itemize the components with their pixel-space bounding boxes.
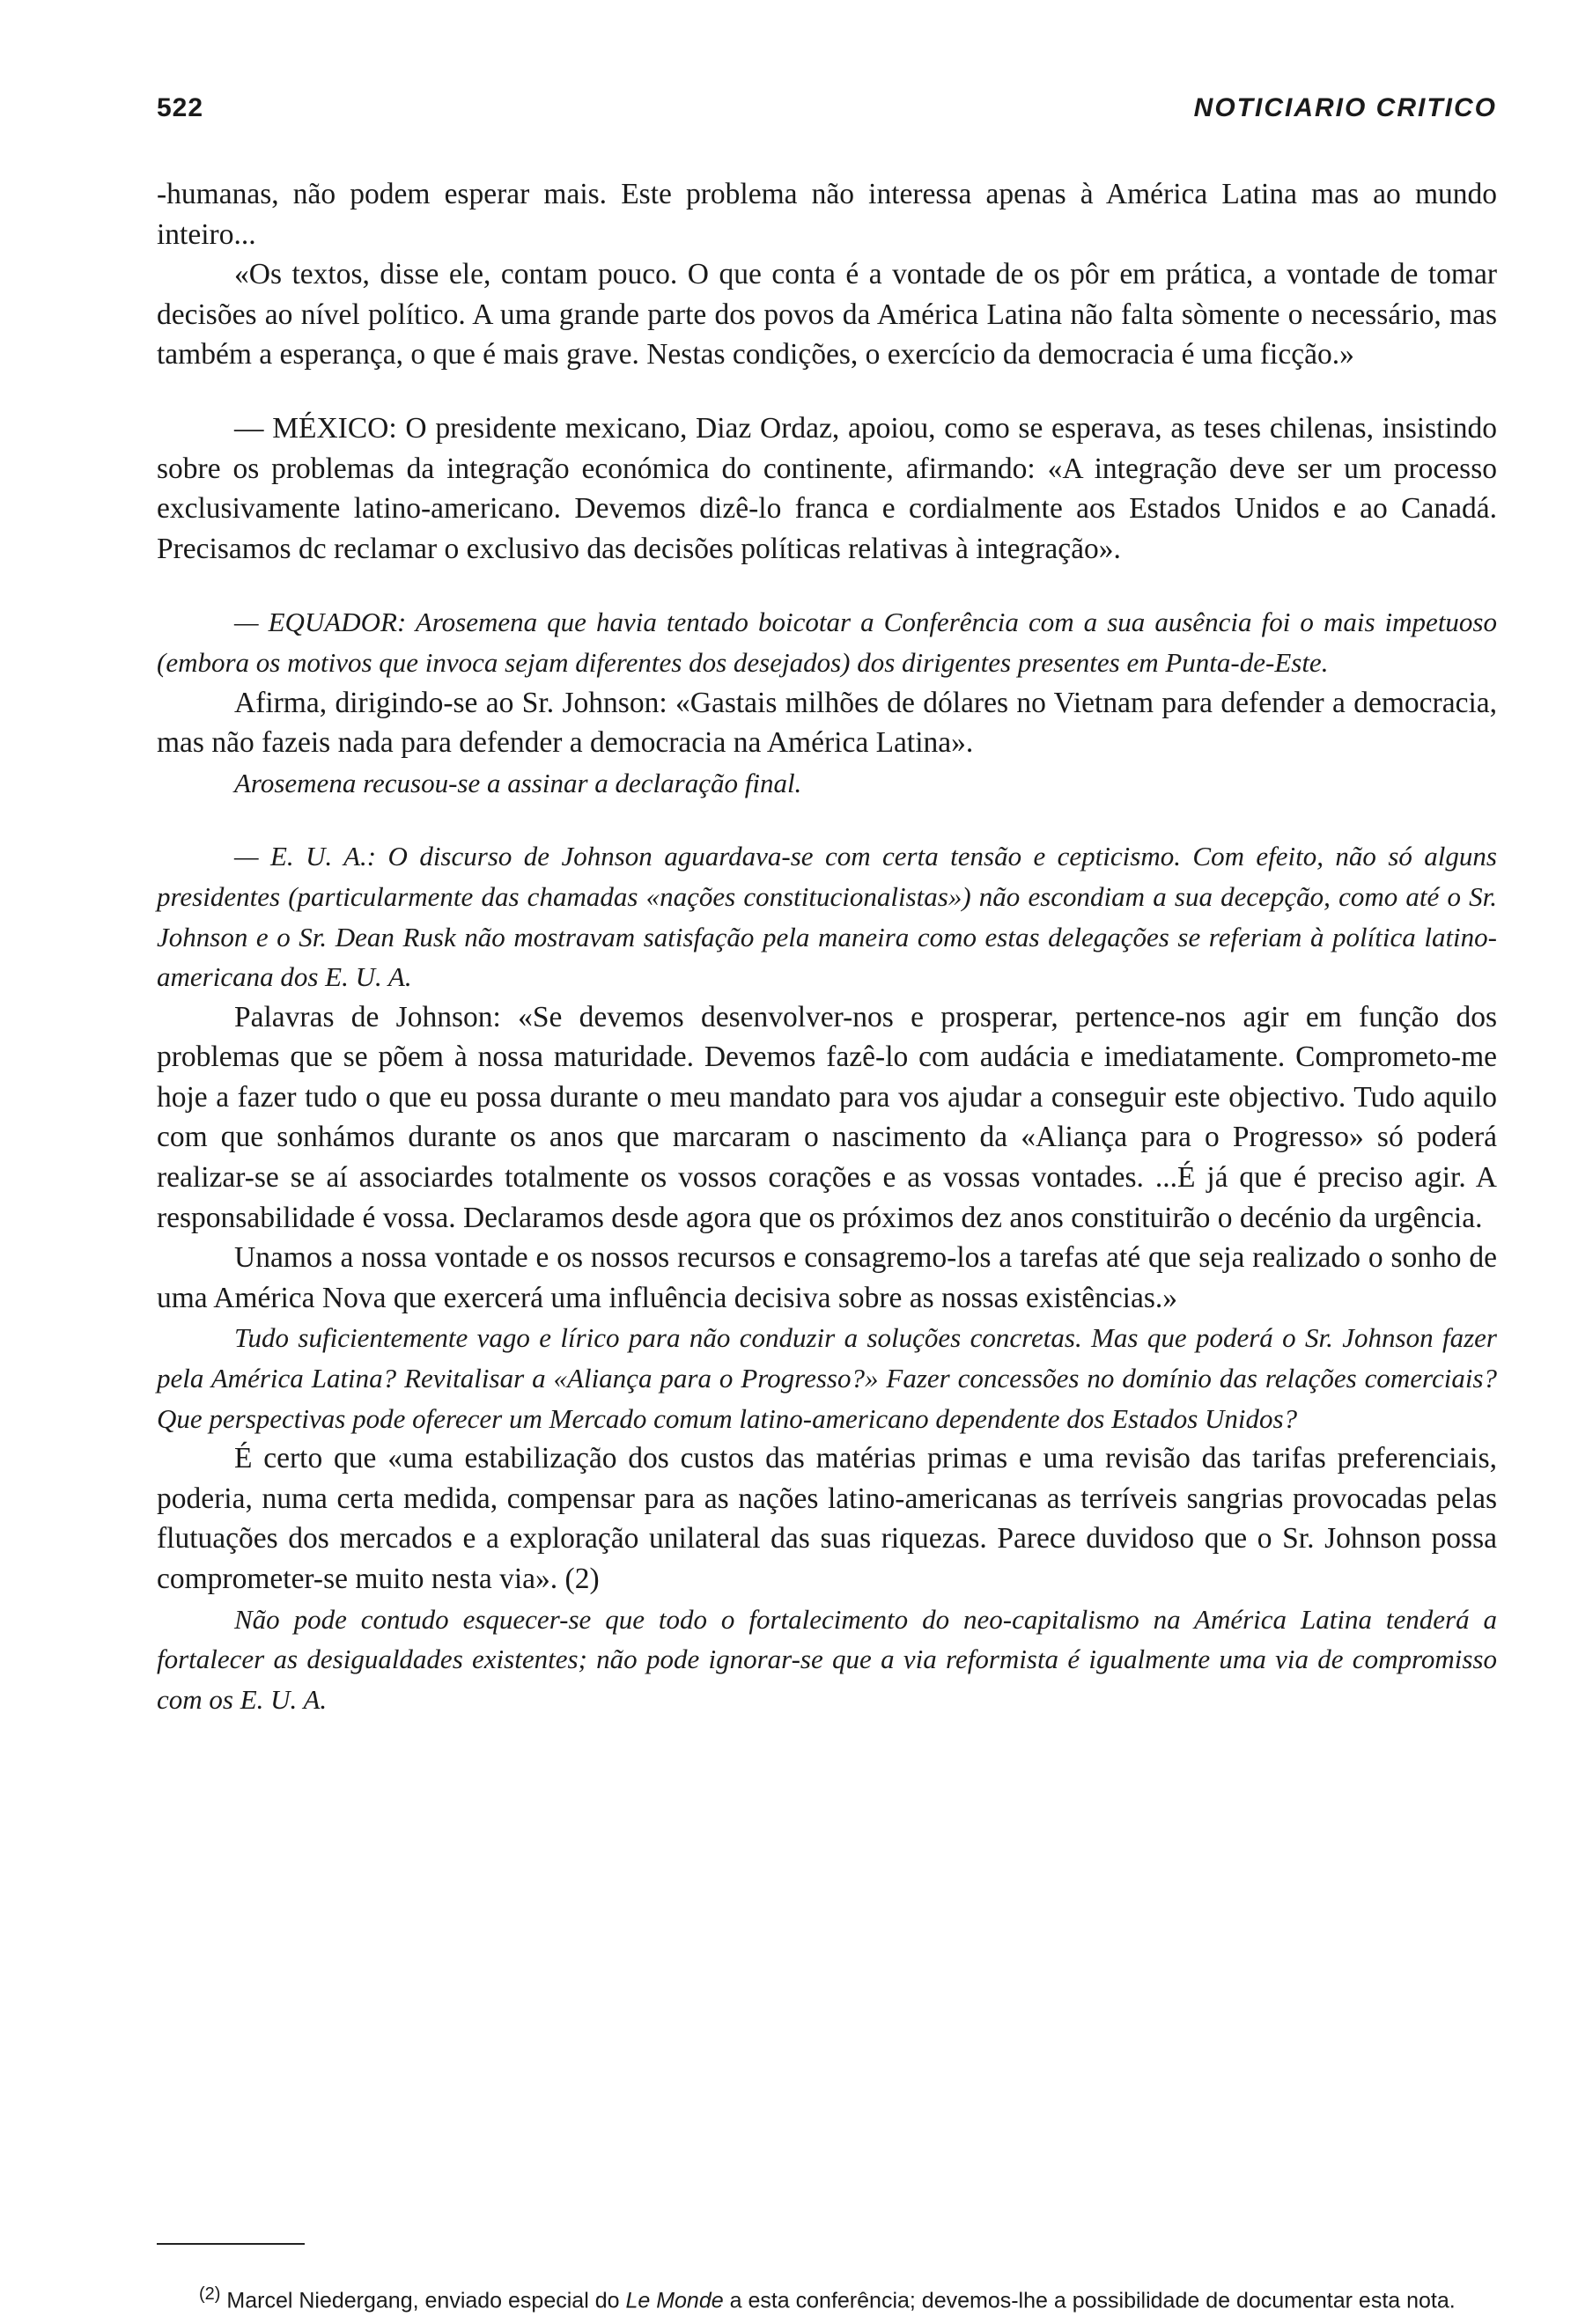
footnote-ref: (2) [199,2284,221,2304]
paragraph-afirma: Afirma, dirigindo-se ao Sr. Johnson: «Gastais milhões de dólares no Vietnam para defender a democracia, mas não fazeis nada para defender a democracia na América Latina». [157,686,1497,760]
footnote-publication: Le Monde [625,2288,724,2313]
section-equador: — EQUADOR: Arosemena que havia tentado boicotar a Conferência com a sua ausência foi o mais impetuoso (embora os motivos que invoca sejam diferentes dos desejados) dos dirigentes presentes em Punta-de-Este. [157,607,1497,678]
page-header [157,88,1497,123]
paragraph-continuation: -humanas, não podem esperar mais. Este problema não interessa apenas à América Latina mas ao mundo inteiro... [157,178,1497,251]
footnote [157,2280,1497,2315]
paragraph-nao-pode: Não pode contudo esquecer-se que todo o fortalecimento do neo-capitalismo na América Latina tenderá a fortalecer as desigualdades existentes; não pode ignorar-se que a via reformista é igualmente uma via de compromisso com os E. U. A. [157,1603,1497,1715]
paragraph-quote: «Os textos, disse ele, contam pouco. O que conta é a vontade de os pôr em prática, a vontade de tomar decisões ao nível político. A uma grande parte dos povos da América Latina não falta sòmente o necessário, mas também a esperança, o que é mais grave. Nestas condições, o exercício da democracia é uma ficção.» [157,258,1497,371]
footnote-text-before: Marcel Niedergang, enviado especial do [220,2288,626,2313]
paragraph-palavras: Palavras de Johnson: «Se devemos desenvolver-nos e prosperar, pertence-nos agir em função dos problemas que se põem à nossa maturidade. Devemos fazê-lo com audácia e imediatamente. Comprometo-me hoje a fazer tudo o que eu possa durante o meu mandato para vos ajudar a conseguir este objectivo. Tudo aquilo com que sonhámos durante os anos que marcaram o nascimento da «Aliança para o Progresso» só poderá realizar-se se aí associardes totalmente os vossos corações e as vossas vontades. ...É já que é preciso agir. A responsabilidade é vossa. Declaramos desde agora que os próximos dez anos constituirão o decénio da urgência. [157,1000,1497,1234]
paragraph-e-certo: É certo que «uma estabilização dos custos das matérias primas e uma revisão das tarifas preferenciais, poderia, numa certa medida, compensar para as nações latino-americanas as terríveis sangrias provocadas pelas flutuações dos mercados e a exploração unilateral das suas riquezas. Parece duvidoso que o Sr. Johnson possa comprometer-se muito nesta via». (2) [157,1442,1497,1595]
body-text [157,174,1497,1719]
paragraph-arosemena: Arosemena recusou-se a assinar a declaração final. [234,767,802,798]
section-mexico: — MÉXICO: O presidente mexicano, Diaz Ordaz, apoiou, como se esperava, as teses chilenas, insistindo sobre os problemas da integração económica do continente, afirmando: «A integração deve ser um processo exclusivamente latino-americano. Devemos dizê-lo franca e cordialmente aos Estados Unidos e ao Canadá. Precisamos dc reclamar o exclusivo das decisões políticas relativas à integração». [157,411,1497,565]
footnote-text-after: a esta conferência; devemos-lhe a possibilidade de documentar esta nota. [723,2288,1456,2313]
paragraph-tudo: Tudo suficientemente vago e lírico para não conduzir a soluções concretas. Mas que poderá o Sr. Johnson fazer pela América Latina? Revitalisar a «Aliança para o Progresso?» Fazer concessões no domínio das relações comerciais? Que perspectivas pode oferecer um Mercado comum latino-americano dependente dos Estados Unidos? [157,1322,1497,1434]
page-number: 522 [157,93,204,122]
running-title: NOTICIARIO CRITICO [1193,93,1497,122]
section-eua: — E. U. A.: O discurso de Johnson aguardava-se com certa tensão e cepticismo. Com efeito, não só alguns presidentes (particularmente das chamadas «nações constitucionalistas») não escondiam a sua decepção, como até o Sr. Johnson e o Sr. Dean Rusk não mostravam satisfação pela maneira como estas delegações se referiam à política latino-americana dos E. U. A. [157,841,1497,993]
footnote-divider [157,2243,305,2245]
paragraph-unamos: Unamos a nossa vontade e os nossos recursos e consagremo-los a tarefas até que seja realizado o sonho de uma América Nova que exercerá uma influência decisiva sobre as nossas existências.» [157,1241,1497,1314]
